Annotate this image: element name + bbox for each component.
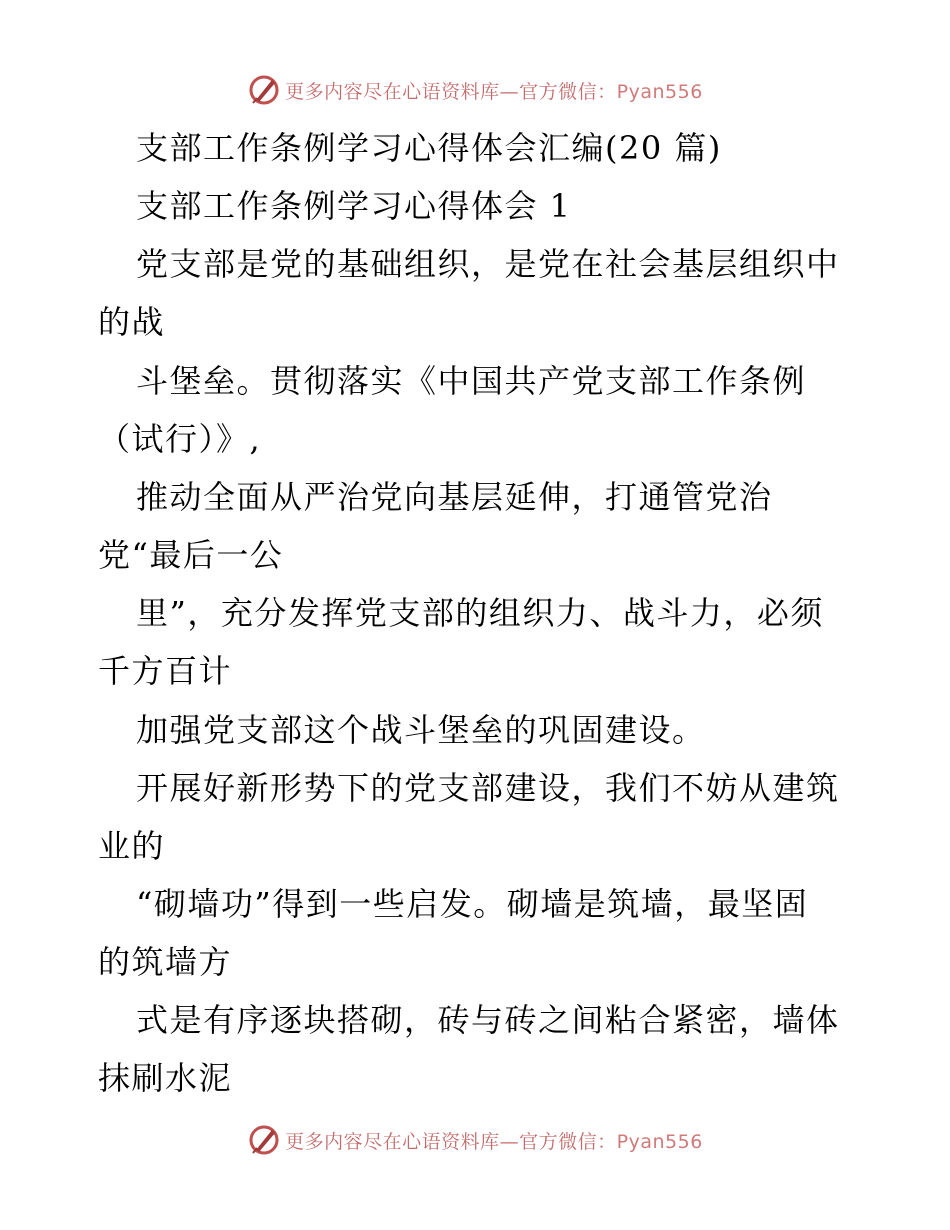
footer-watermark	[0, 1120, 950, 1160]
header-watermark	[0, 70, 950, 110]
paragraph-line: 抹刷水泥	[98, 1059, 233, 1097]
watermark-text: 更多内容尽在心语资料库—官方微信：Pyan556	[285, 1130, 703, 1153]
paragraph-line: （试行）》,	[98, 420, 262, 458]
paragraph-line: 推动全面从严治党向基层延伸，打通管党治	[136, 478, 773, 516]
paragraph-line: 加强党支部这个战斗堡垒的巩固建设。	[136, 711, 706, 749]
paragraph-line: 里”，充分发挥党支部的组织力、战斗力，必须	[136, 594, 824, 632]
paragraph-line: 千方百计	[98, 652, 233, 690]
paragraph-line: “砌墙功”得到一些启发。砌墙是筑墙，最坚固	[136, 885, 809, 923]
document-title: 支部工作条例学习心得体会汇编(20 篇)	[136, 129, 722, 167]
paragraph-line: 党支部是党的基础组织，是党在社会基层组织中	[136, 245, 840, 283]
paragraph-line: 式是有序逐块搭砌，砖与砖之间粘合紧密，墙体	[136, 1001, 840, 1039]
quill-logo-icon	[247, 73, 281, 107]
quill-logo-icon	[247, 1123, 281, 1157]
paragraph-line: 斗堡垒。贯彻落实《中国共产党支部工作条例	[136, 362, 807, 400]
watermark-text: 更多内容尽在心语资料库—官方微信：Pyan556	[285, 80, 703, 103]
paragraph-line: 业的	[98, 827, 166, 865]
section-heading: 支部工作条例学习心得体会 1	[136, 187, 572, 225]
paragraph-line: 的战	[98, 303, 166, 341]
paragraph-line: 党“最后一公	[98, 536, 284, 574]
paragraph-line: 的筑墙方	[98, 943, 233, 981]
paragraph-line: 开展好新形势下的党支部建设，我们不妨从建筑	[136, 769, 840, 807]
